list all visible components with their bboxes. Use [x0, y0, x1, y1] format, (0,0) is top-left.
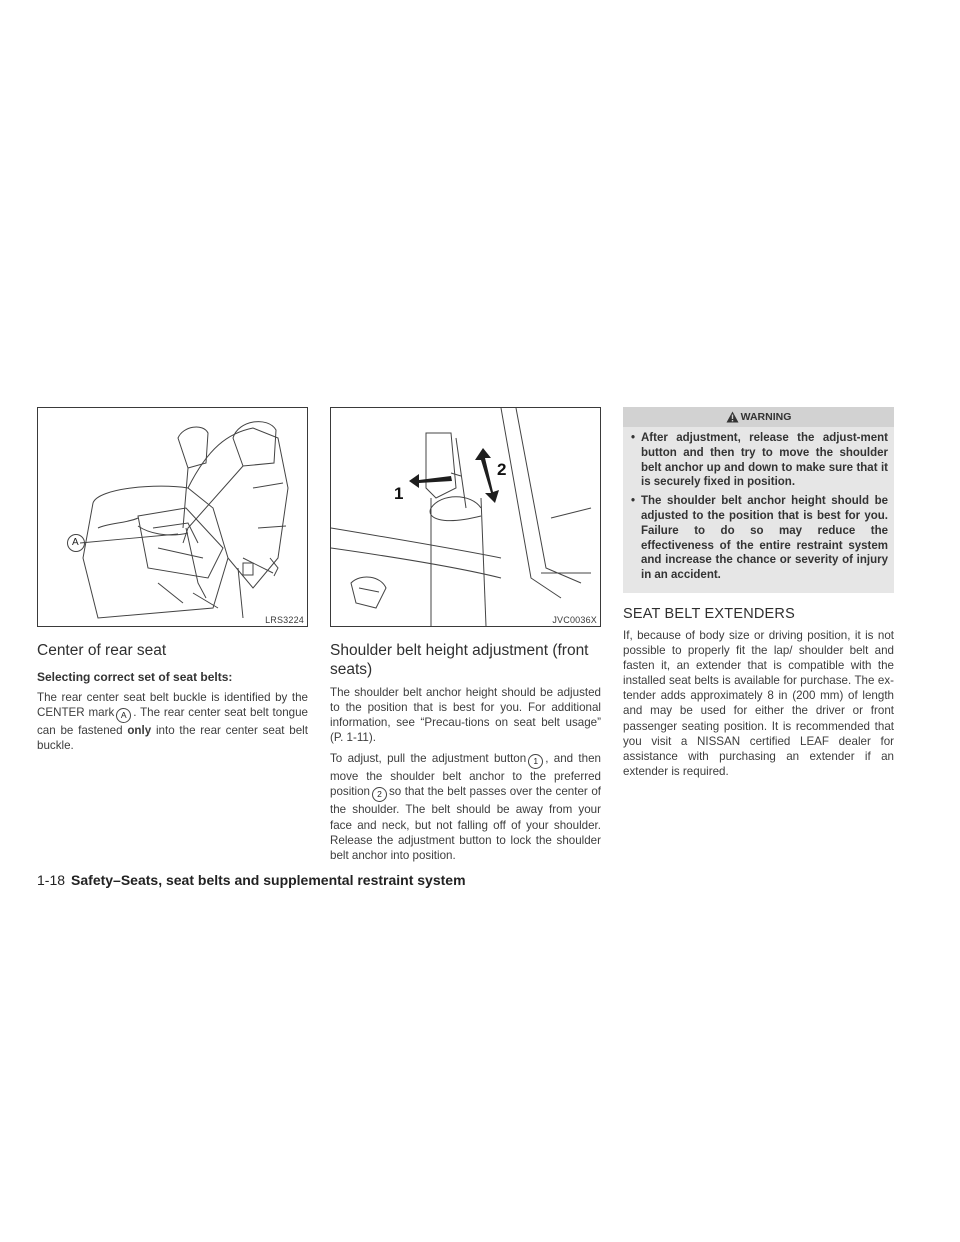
marker-a: A	[116, 708, 131, 723]
figure-callout-2: 2	[497, 460, 507, 479]
rear-seat-illustration	[38, 408, 307, 626]
anchor-height-paragraph: The shoulder belt anchor height should be adjusted to the position that is best for you. For additional information, see “Precau-tions on seat belt usage” (P. 1-11).	[330, 686, 601, 745]
marker-2: 2	[372, 787, 387, 802]
figure-id: LRS3224	[265, 615, 304, 625]
section-title: Safety–Seats, seat belts and supplemental restraint system	[71, 872, 466, 888]
warning-list	[623, 427, 894, 583]
warning-box	[623, 407, 894, 593]
subheading: Selecting correct set of seat belts:	[37, 670, 233, 684]
section-heading: Center of rear seat	[37, 642, 167, 659]
column-left	[37, 407, 308, 759]
column-middle	[330, 407, 601, 869]
extenders-paragraph: If, because of body size or driving position, it is not possible to properly fit the lap/ shoulder belt and fasten it, an extender that is compatible with the installed seat belts is available for purchase. The ex-tender adds approximately 8 in (200 mm) of length and may be used for either the driver or front passenger seating position. It is recommended that you visit a NISSAN certified LEAF dealer for assistance with purchasing an extender if an extender is required.	[623, 628, 894, 778]
section-heading: Shoulder belt height adjustment (front seats)	[330, 642, 589, 678]
warning-title: WARNING	[740, 411, 792, 423]
center-mark-paragraph: The rear center seat belt buckle is identified by the CENTER mark A . The rear center seat belt tongue can be fastened only into the rear center seat belt buckle.	[37, 691, 308, 753]
warning-triangle-icon	[726, 411, 739, 423]
page-number: 1-18	[37, 872, 66, 888]
figure-callout-a: A	[72, 537, 79, 548]
figure-id: JVC0036X	[552, 615, 597, 625]
shoulder-belt-figure	[330, 407, 601, 627]
section-heading: SEAT BELT EXTENDERS	[623, 605, 795, 622]
rear-seat-figure	[37, 407, 308, 627]
warning-item: • After adjustment, release the adjust-ment button and then try to move the shoulder belt anchor up and down to make sure that it is securely fixed in position.	[631, 431, 888, 490]
warning-item: • The shoulder belt anchor height should be adjusted to the position that is best for you. Failure to do so may reduce the effectiveness of the entire restraint system and increase the chance or severity of injury in an accident.	[631, 494, 888, 583]
page-footer	[37, 872, 466, 888]
warning-header	[623, 407, 894, 427]
column-right	[623, 407, 894, 785]
marker-1: 1	[528, 754, 543, 769]
adjust-procedure-paragraph: To adjust, pull the adjustment button 1 , and then move the shoulder belt anchor to the preferred position 2 so that the belt passes over the center of the shoulder. The belt should be away from your face and neck, but not falling off of your shoulder. Release the adjustment button to lock the shoulder belt anchor into position.	[330, 752, 601, 862]
shoulder-belt-illustration	[331, 408, 600, 626]
figure-callout-1: 1	[394, 484, 404, 503]
